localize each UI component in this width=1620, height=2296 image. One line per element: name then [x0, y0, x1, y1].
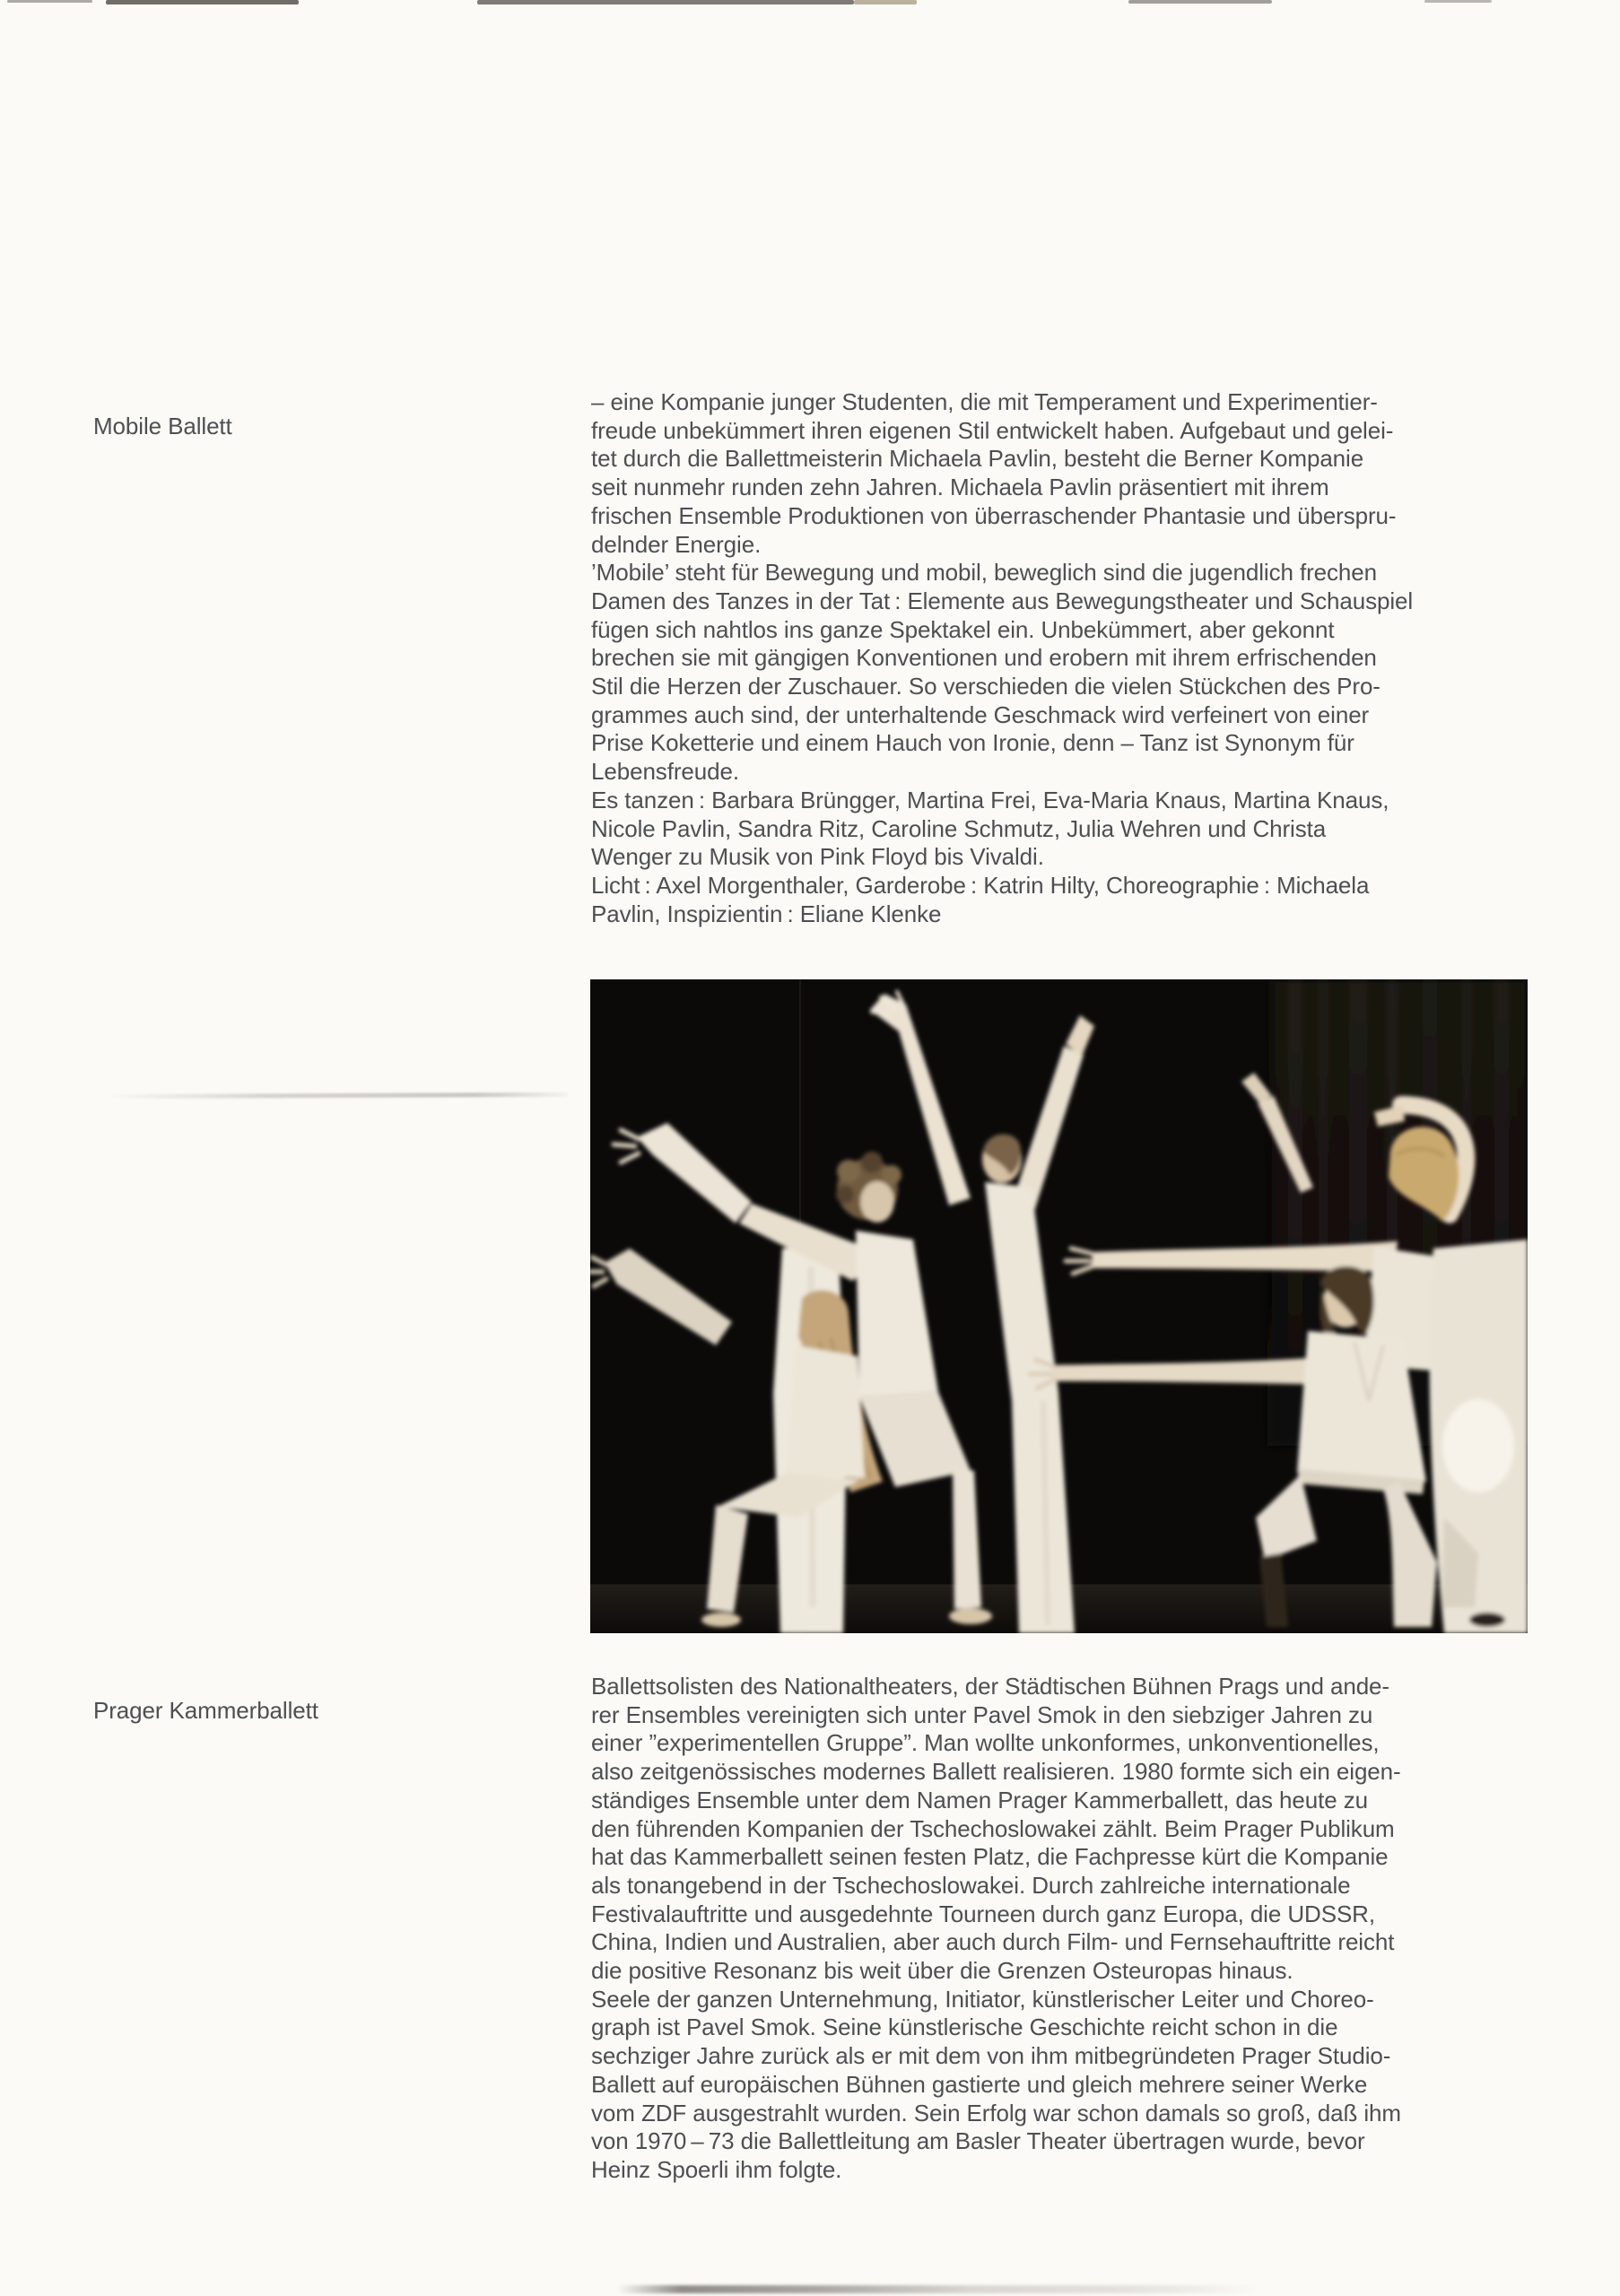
- section-heading-prager-kammerballett: Prager Kammerballett: [93, 1696, 318, 1724]
- text-line: Festivalauftritte und ausgedehnte Tourneen durch ganz Europa, die UDSSR,: [591, 1900, 1375, 1927]
- section-text-mobile-ballett: [591, 388, 1542, 928]
- text-line: Damen des Tanzes in der Tat : Elemente aus Bewegungstheater und Schauspiel: [591, 587, 1414, 614]
- scan-artifact: [7, 0, 92, 3]
- text-line: Prise Koketterie und einem Hauch von Ironie, denn – Tanz ist Synonym für: [591, 729, 1354, 757]
- text-line: graph ist Pavel Smok. Seine künstlerische Geschichte reicht schon in die: [591, 2013, 1338, 2041]
- text-line: Nicole Pavlin, Sandra Ritz, Caroline Schmutz, Julia Wehren und Christa: [591, 814, 1327, 842]
- text-line: Ballett auf europäischen Bühnen gastierte und gleich mehrere seiner Werke: [591, 2070, 1368, 2098]
- scan-artifact: [1128, 0, 1272, 4]
- text-line: Pavlin, Inspizientin : Eliane Klenke: [591, 900, 942, 927]
- text-line: Ballettsolisten des Nationaltheaters, der Städtischen Bühnen Prags und ande-: [591, 1673, 1389, 1700]
- text-line: Stil die Herzen der Zuschauer. So verschieden die vielen Stückchen des Pro-: [591, 673, 1380, 700]
- text-line: ständiges Ensemble unter dem Namen Prager Kammerballett, das heute zu: [591, 1786, 1369, 1813]
- text-line: von 1970 – 73 die Ballettleitung am Basler Theater übertragen wurde, bevor: [591, 2127, 1365, 2155]
- section-text-prager-kammerballett: [591, 1673, 1542, 2185]
- text-line: Licht : Axel Morgenthaler, Garderobe : Katrin Hilty, Choreographie : Michaela: [591, 871, 1370, 899]
- scan-artifact: [106, 0, 299, 4]
- text-line: Seele der ganzen Unternehmung, Initiator, künstlerischer Leiter und Choreo-: [591, 1985, 1374, 2013]
- scan-artifact: [1424, 0, 1492, 3]
- text-line: die positive Resonanz bis weit über die Grenzen Osteuropas hinaus.: [591, 1957, 1293, 1985]
- text-line: fügen sich nahtlos ins ganze Spektakel ein. Unbekümmert, aber gekonnt: [591, 615, 1335, 643]
- text-line: rer Ensembles vereinigten sich unter Pavel Smok in den siebziger Jahren zu: [591, 1700, 1373, 1728]
- text-line: tet durch die Ballettmeisterin Michaela Pavlin, besteht die Berner Kompanie: [591, 445, 1364, 473]
- text-line: China, Indien und Australien, aber auch durch Film- und Fernsehauftritte reicht: [591, 1928, 1395, 1956]
- text-line: – eine Kompanie junger Studenten, die mit Temperament und Experimentier-: [591, 388, 1378, 415]
- text-line: sechziger Jahre zurück als er mit dem von ihm mitbegründeten Prager Studio-: [591, 2042, 1391, 2070]
- text-line: seit nunmehr runden zehn Jahren. Michaela Pavlin präsentiert mit ihrem: [591, 474, 1329, 501]
- text-line: einer ”experimentellen Gruppe”. Man wollte unkonformes, unkonventionelles,: [591, 1729, 1380, 1757]
- text-line: freude unbekümmert ihren eigenen Stil entwickelt haben. Aufgebaut und gelei-: [591, 416, 1394, 444]
- stage-photo: [590, 979, 1528, 1633]
- text-line: den führenden Kompanien der Tschechoslowakei zählt. Beim Prager Publikum: [591, 1814, 1395, 1842]
- text-line: grammes auch sind, der unterhaltende Geschmack wird verfeinert von einer: [591, 700, 1370, 728]
- text-line: frischen Ensemble Produktionen von überraschender Phantasie und überspru-: [591, 501, 1397, 529]
- pencil-streak-artifact: [106, 1092, 568, 1099]
- text-line: brechen sie mit gängigen Konventionen und erobern mit ihrem erfrischenden: [591, 644, 1377, 672]
- text-line: als tonangebend in der Tschechoslowakei. Durch zahlreiche internationale: [591, 1871, 1351, 1899]
- text-line: Es tanzen : Barbara Brüngger, Martina Frei, Eva-Maria Knaus, Martina Knaus,: [591, 786, 1389, 813]
- bottom-edge-smudge: [617, 2285, 1259, 2293]
- text-line: hat das Kammerballett seinen festen Platz, die Fachpresse kürt die Kompanie: [591, 1843, 1389, 1871]
- stage-photo-illustration: [590, 979, 1528, 1633]
- text-line: delnder Energie.: [591, 530, 762, 558]
- text-line: Wenger zu Musik von Pink Floyd bis Vivaldi.: [591, 843, 1044, 871]
- text-line: ’Mobile’ steht für Bewegung und mobil, beweglich sind die jugendlich frechen: [591, 559, 1377, 587]
- dancer-right-partial: [1430, 1239, 1528, 1633]
- text-line: vom ZDF ausgestrahlt wurden. Sein Erfolg war schon damals so groß, daß ihm: [591, 2099, 1401, 2126]
- section-heading-mobile-ballett: Mobile Ballett: [93, 412, 232, 439]
- scan-artifact: [477, 0, 854, 4]
- text-line: Lebensfreude.: [591, 758, 739, 786]
- scan-artifact: [854, 0, 917, 4]
- text-line: also zeitgenössisches modernes Ballett realisieren. 1980 formte sich ein eigen-: [591, 1758, 1401, 1786]
- text-line: Heinz Spoerli ihm folgte.: [591, 2155, 842, 2183]
